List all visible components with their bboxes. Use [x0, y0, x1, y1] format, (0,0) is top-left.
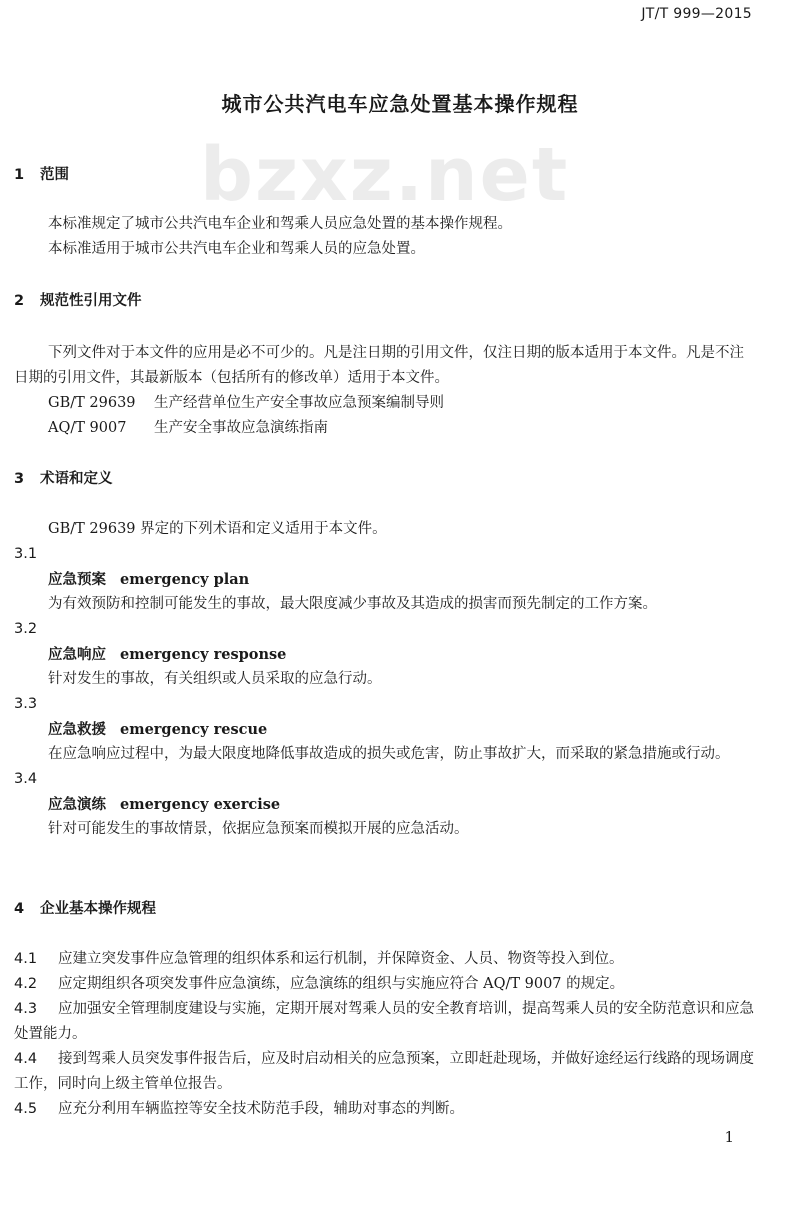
section-1-body [14, 212, 754, 262]
term-definition: 针对发生的事故，有关组织或人员采取的应急行动。 [48, 671, 382, 687]
clause-text: 应加强安全管理制度建设与实施，定期开展对驾乘人员的安全教育培训，提高驾乘人员的安全防范意识和应急处置能力。 [14, 1001, 754, 1042]
section-title: 企业基本操作规程 [40, 901, 156, 917]
reference-title: 生产安全事故应急演练指南 [154, 420, 328, 436]
section-title: 术语和定义 [40, 471, 113, 487]
section-2-body [14, 341, 754, 441]
paragraph: 本标准适用于城市公共汽电车企业和驾乘人员的应急处置。 [48, 241, 425, 257]
term-number: 3.2 [14, 621, 38, 637]
term-cn: 应急预案 [48, 571, 106, 588]
term-name [14, 792, 754, 817]
term-en: emergency response [120, 646, 287, 663]
term-name [14, 567, 754, 592]
section-4-body [14, 947, 754, 1122]
term-en: emergency exercise [120, 796, 281, 813]
clause-number: 4.1 [14, 951, 38, 967]
clause [14, 1047, 754, 1097]
section-3-body [14, 517, 754, 842]
term-number: 3.3 [14, 696, 38, 712]
clause-number: 4.2 [14, 976, 38, 992]
term-definition: 在应急响应过程中，为最大限度地降低事故造成的损失或危害，防止事故扩大，而采取的紧急措施或行动。 [48, 746, 730, 762]
clause-text: 应充分利用车辆监控等安全技术防范手段，辅助对事态的判断。 [58, 1101, 464, 1117]
section-title: 规范性引用文件 [40, 293, 142, 309]
section-3 [14, 467, 754, 492]
term-name [14, 642, 754, 667]
section-number: 1 [14, 167, 25, 183]
term-en: emergency rescue [120, 721, 268, 738]
paragraph: 本标准规定了城市公共汽电车企业和驾乘人员应急处置的基本操作规程。 [48, 216, 512, 232]
clause [14, 972, 754, 997]
term-number: 3.4 [14, 771, 38, 787]
reference-code: GB/T 29639 [48, 395, 136, 411]
standard-code: JT/T 999—2015 [641, 6, 752, 22]
section-1 [14, 163, 754, 188]
clause-text: 应定期组织各项突发事件应急演练，应急演练的组织与实施应符合 AQ/T 9007 的规定。 [58, 976, 625, 992]
term-en: emergency plan [120, 571, 250, 588]
section-4 [14, 897, 754, 922]
clause-number: 4.4 [14, 1051, 38, 1067]
section-number: 2 [14, 293, 25, 309]
section-2 [14, 289, 754, 314]
document-title: 城市公共汽电车应急处置基本操作规程 [221, 92, 579, 116]
term-definition: 为有效预防和控制可能发生的事故，最大限度减少事故及其造成的损害而预先制定的工作方案。 [48, 596, 657, 612]
section-heading [14, 897, 754, 922]
section-heading [14, 467, 754, 492]
paragraph: 下列文件对于本文件的应用是必不可少的。凡是注日期的引用文件，仅注日期的版本适用于本文件。凡是不注日期的引用文件，其最新版本（包括所有的修改单）适用于本文件。 [14, 345, 744, 386]
clause [14, 947, 754, 972]
section-title: 范围 [40, 167, 69, 183]
term-name [14, 717, 754, 742]
clause-text: 应建立突发事件应急管理的组织体系和运行机制，并保障资金、人员、物资等投入到位。 [58, 951, 624, 967]
reference-code: AQ/T 9007 [48, 420, 127, 436]
page-number: 1 [724, 1128, 734, 1146]
reference-title: 生产经营单位生产安全事故应急预案编制导则 [154, 395, 444, 411]
normative-reference [14, 391, 754, 416]
clause-text: 接到驾乘人员突发事件报告后，应及时启动相关的应急预案，立即赶赴现场，并做好途经运行线路的现场调度工作，同时向上级主管单位报告。 [14, 1051, 754, 1092]
term-cn: 应急演练 [48, 796, 106, 813]
term-cn: 应急响应 [48, 646, 106, 663]
section-heading [14, 289, 754, 314]
normative-reference [14, 416, 754, 441]
paragraph: GB/T 29639 界定的下列术语和定义适用于本文件。 [48, 521, 387, 537]
section-number: 4 [14, 901, 25, 917]
clause [14, 1097, 754, 1122]
clause-number: 4.5 [14, 1101, 38, 1117]
section-number: 3 [14, 471, 25, 487]
clause-number: 4.3 [14, 1001, 38, 1017]
term-cn: 应急救援 [48, 721, 106, 738]
clause [14, 997, 754, 1047]
term-number: 3.1 [14, 546, 38, 562]
section-heading [14, 163, 754, 188]
watermark: bzxz.net [200, 132, 570, 218]
term-definition: 针对可能发生的事故情景，依据应急预案而模拟开展的应急活动。 [48, 821, 469, 837]
